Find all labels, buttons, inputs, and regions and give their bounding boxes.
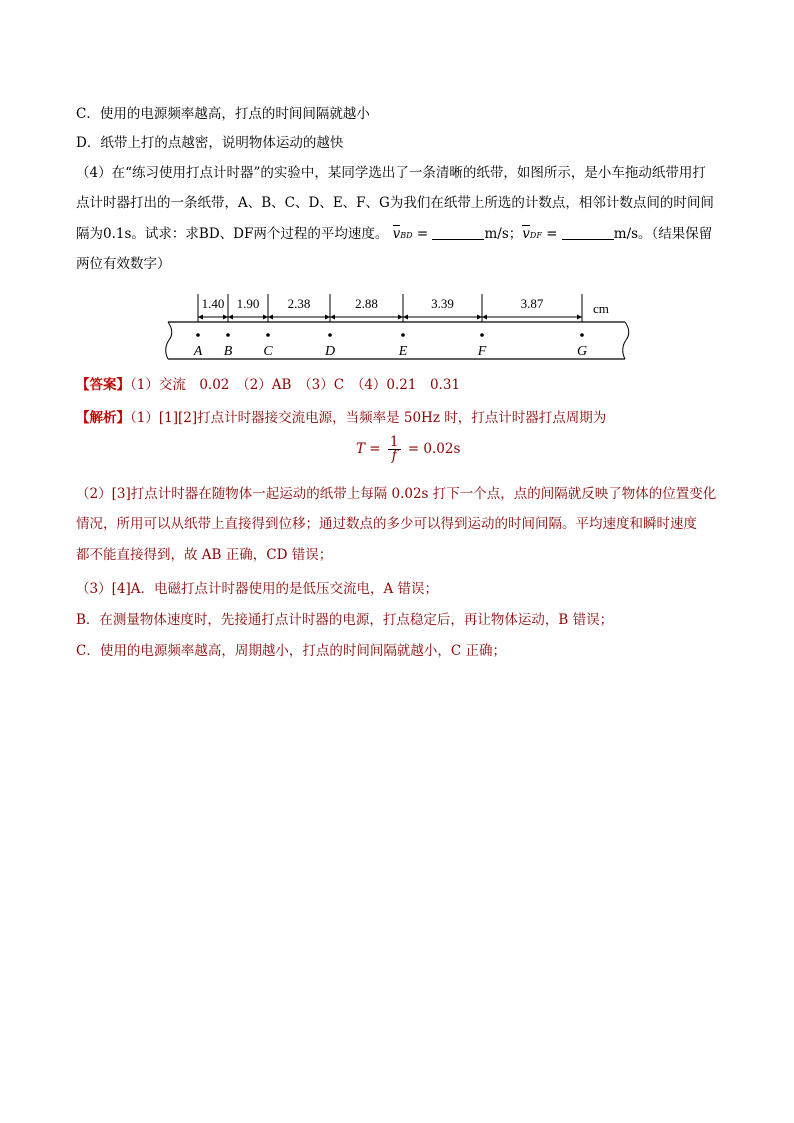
v-bd-symbol: v [392, 226, 401, 242]
arrowhead-left-5 [482, 315, 487, 320]
question4-line4: 两位有效数字） [76, 256, 171, 272]
arrowhead-left-1 [228, 315, 233, 320]
count-point-G [580, 333, 584, 337]
v-bd-subscript: BD [400, 231, 413, 240]
answer-line [76, 375, 718, 395]
unit-1: m/s； [484, 226, 523, 242]
point-label-C: C [263, 344, 273, 359]
analysis-line3c: C．使用的电源频率越高，周期越小，打点的时间间隔就越小，C 正确； [76, 643, 506, 659]
arrowhead-left-3 [330, 315, 335, 320]
count-point-A [196, 333, 200, 337]
analysis-line1 [76, 408, 718, 428]
analysis-line2c: 都不能直接得到，故 AB 正确，CD 错误； [76, 547, 333, 563]
point-label-B: B [223, 344, 233, 359]
option-c: C．使用的电源频率越高，打点的时间间隔就越小 [76, 106, 370, 122]
arrowhead-right-3 [398, 315, 403, 320]
point-label-D: D [324, 344, 336, 359]
formula-fraction [388, 436, 401, 463]
formula-numerator: 1 [389, 434, 399, 450]
segment-label-3: 2.88 [355, 296, 378, 311]
tape-right-tear [623, 322, 629, 359]
point-label-F: F [477, 344, 487, 359]
arrowhead-left-0 [198, 315, 203, 320]
analysis-text-1: （1）[1][2]打点计时器接交流电源，当频率是 50Hz 时，打点计时器打点周期为 [130, 410, 607, 426]
answer-label: 【答案】 [76, 377, 130, 393]
question4-line3-text: 隔为0.1s。试求：求BD、DF两个过程的平均速度。 [76, 226, 389, 242]
segment-label-2: 2.38 [287, 296, 311, 311]
segment-label-4: 3.39 [431, 296, 454, 311]
point-label-A: A [193, 344, 203, 359]
formula-lhs: T [356, 441, 366, 457]
v-df-subscript: DF [529, 231, 542, 240]
analysis-line3b: B．在测量物体速度时，先接通打点计时器的电源，打点稳定后，再让物体运动，B 错误； [76, 612, 614, 628]
option-d: D．纸带上打的点越密，说明物体运动的越快 [76, 135, 344, 151]
arrowhead-right-4 [477, 315, 482, 320]
analysis-line2b: 情况，所用可以从纸带上直接得到位移；通过数点的多少可以得到运动的时间间隔。平均速度和瞬时速度 [76, 516, 697, 532]
count-point-E [401, 333, 405, 337]
formula-rhs: = 0.02s [407, 441, 461, 457]
tape-unit-label: cm [593, 301, 609, 316]
tape-left-tear [166, 322, 172, 359]
question4-line3: 隔为0.1s。试求：求BD、DF两个过程的平均速度。 vBD = m/s；vDF = m/s。（结果保留 [76, 226, 713, 242]
question4-line2: 点计时器打出的一条纸带，A、B、C、D、E、F、G为我们在纸带上所选的计数点，相邻计数点间的时间间 [76, 195, 714, 211]
answer-blank-bd[interactable] [432, 225, 484, 240]
arrowhead-left-4 [403, 315, 408, 320]
count-point-C [266, 333, 270, 337]
count-point-F [480, 333, 484, 337]
segment-label-5: 3.87 [520, 296, 544, 311]
paper-tape-figure [165, 292, 631, 364]
point-label-E: E [398, 344, 408, 359]
analysis-line3a: （3）[4]A．电磁打点计时器使用的是低压交流电，A 错误； [76, 581, 439, 597]
count-point-B [226, 333, 230, 337]
arrowhead-right-5 [577, 315, 582, 320]
arrowhead-right-2 [325, 315, 330, 320]
question4-line1: （4）在“练习使用打点计时器”的实验中，某同学选出了一条清晰的纸带，如图所示，是小车拖动纸带用打 [76, 165, 706, 181]
v-df-symbol: v [522, 226, 530, 242]
analysis-label: 【解析】 [76, 410, 130, 426]
analysis-line2a: （2）[3]打点计时器在随物体一起运动的纸带上每隔 0.02s 打下一个点，点的间隔就反映了物体的位置变化 [76, 486, 717, 502]
arrowhead-left-2 [268, 315, 273, 320]
segment-label-0: 1.40 [201, 296, 225, 311]
period-formula: T = $\frac{1}{f}$ = 0.02s [356, 434, 461, 464]
count-point-D [328, 333, 332, 337]
answer-blank-df[interactable] [562, 225, 614, 240]
formula-denominator: f [391, 448, 397, 464]
unit-2: m/s。（结果保留 [613, 226, 713, 242]
answer-text: （1）交流 0.02 （2）AB （3）C （4）0.21 0.31 [130, 377, 461, 393]
point-label-G: G [576, 344, 588, 359]
arrowhead-right-1 [263, 315, 268, 320]
segment-label-1: 1.90 [236, 296, 260, 311]
arrowhead-right-0 [223, 315, 228, 320]
